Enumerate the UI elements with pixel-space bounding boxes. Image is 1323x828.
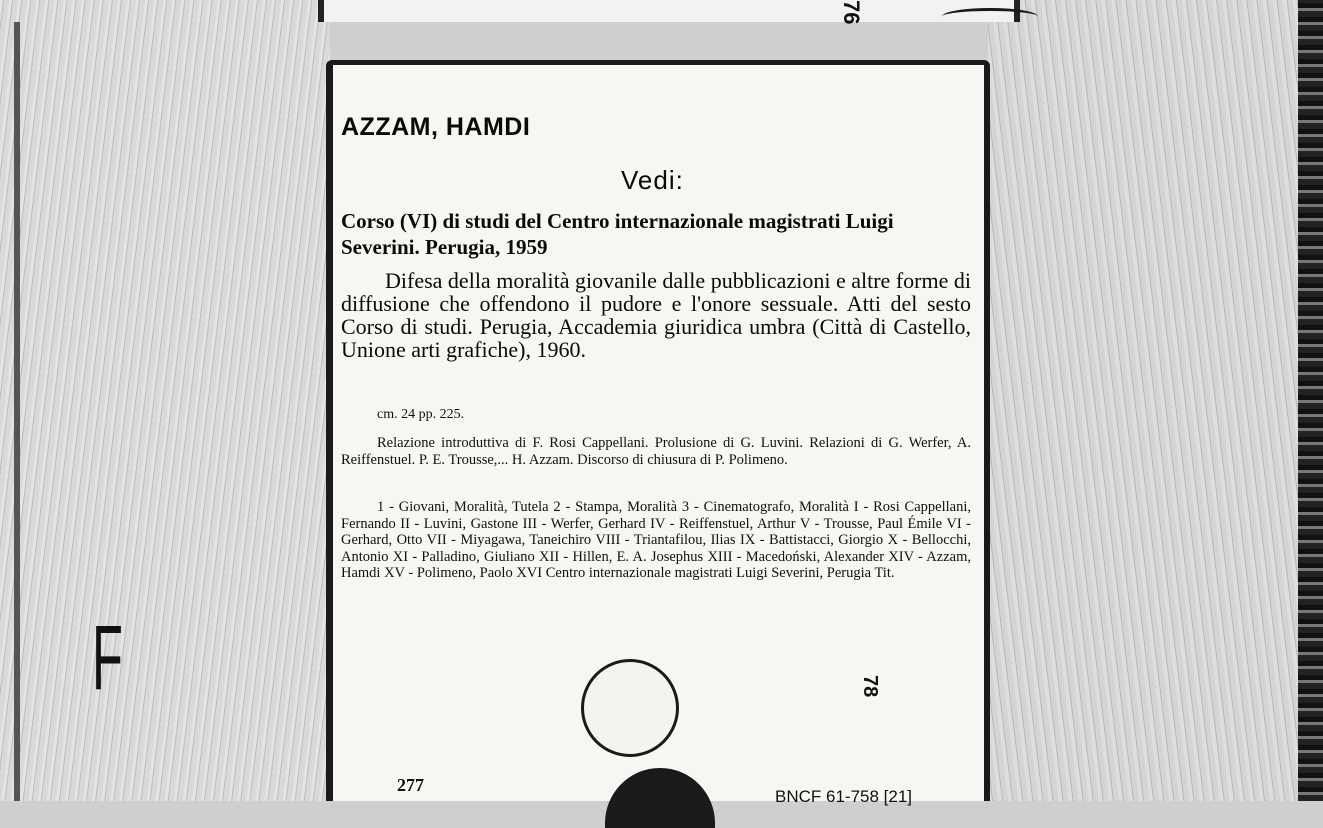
- adjacent-card-edge-top: [318, 0, 1020, 25]
- library-shelfmark: BNCF 61-758 [21]: [775, 787, 913, 806]
- card-side-number: 78: [859, 675, 881, 698]
- see-reference-label: Vedi:: [621, 165, 684, 195]
- card-punch-hole: [581, 659, 679, 757]
- adjacent-card-hole: [942, 8, 1038, 25]
- subject-tracings: 1 - Giovani, Moralità, Tutela 2 - Stampa, Moralità 3 - Cinematografo, Moralità I - Rosi Cappellani, Fernando II - Luvini, Gastone III - Werfer, Gerhard IV - Reiffenstuel, Arthur V - Trousse, Paul Émile VI - Gerhard, Otto VII - Miyagawa, Taneichiro VIII - Triantafilou, Ilias IX - Battistacci, Giorgio X - Bellocchi, Antonio XI - Palladino, Giuliano XII - Hillen, E. A. Josephus XIII - Macedoński, Alexander XIV - Azzam, Hamdi XV - Polimeno, Paolo XVI Centro internazionale magistrati Luigi Severini, Perugia Tit.: [341, 499, 971, 581]
- card-number: 277: [397, 775, 424, 795]
- catalog-card: [326, 60, 990, 806]
- scan-background-right: [988, 0, 1323, 801]
- scan-edge-strip: [1298, 0, 1323, 801]
- physical-description: cm. 24 pp. 225.: [377, 407, 465, 422]
- contents-note: Relazione introduttiva di F. Rosi Cappellani. Prolusione di G. Luvini. Relazioni di G. Werfer, A. Reiffenstuel. P. E. Trousse,... H. Azzam. Discorso di chiusura di P. Polimeno.: [341, 435, 971, 468]
- adjacent-card-letter: F: [92, 607, 123, 709]
- adjacent-card-edge-left: [14, 22, 20, 801]
- entry-title: Corso (VI) di studi del Centro internazionale magistrati Luigi Severini. Perugia, 1959: [341, 209, 894, 259]
- entry-description: Difesa della moralità giovanile dalle pubblicazioni e altre forme di diffusione che offendono il pudore e l'onore sessuale. Atti del sesto Corso di studi. Perugia, Accademia giuridica umbra (Città di Castello, Unione arti grafiche), 1960.: [341, 268, 971, 362]
- card-bottom-notch: [605, 768, 715, 828]
- card-heading: AZZAM, HAMDI: [341, 113, 531, 141]
- adjacent-card-number: 76: [839, 0, 864, 25]
- scan-background-left: [0, 0, 330, 801]
